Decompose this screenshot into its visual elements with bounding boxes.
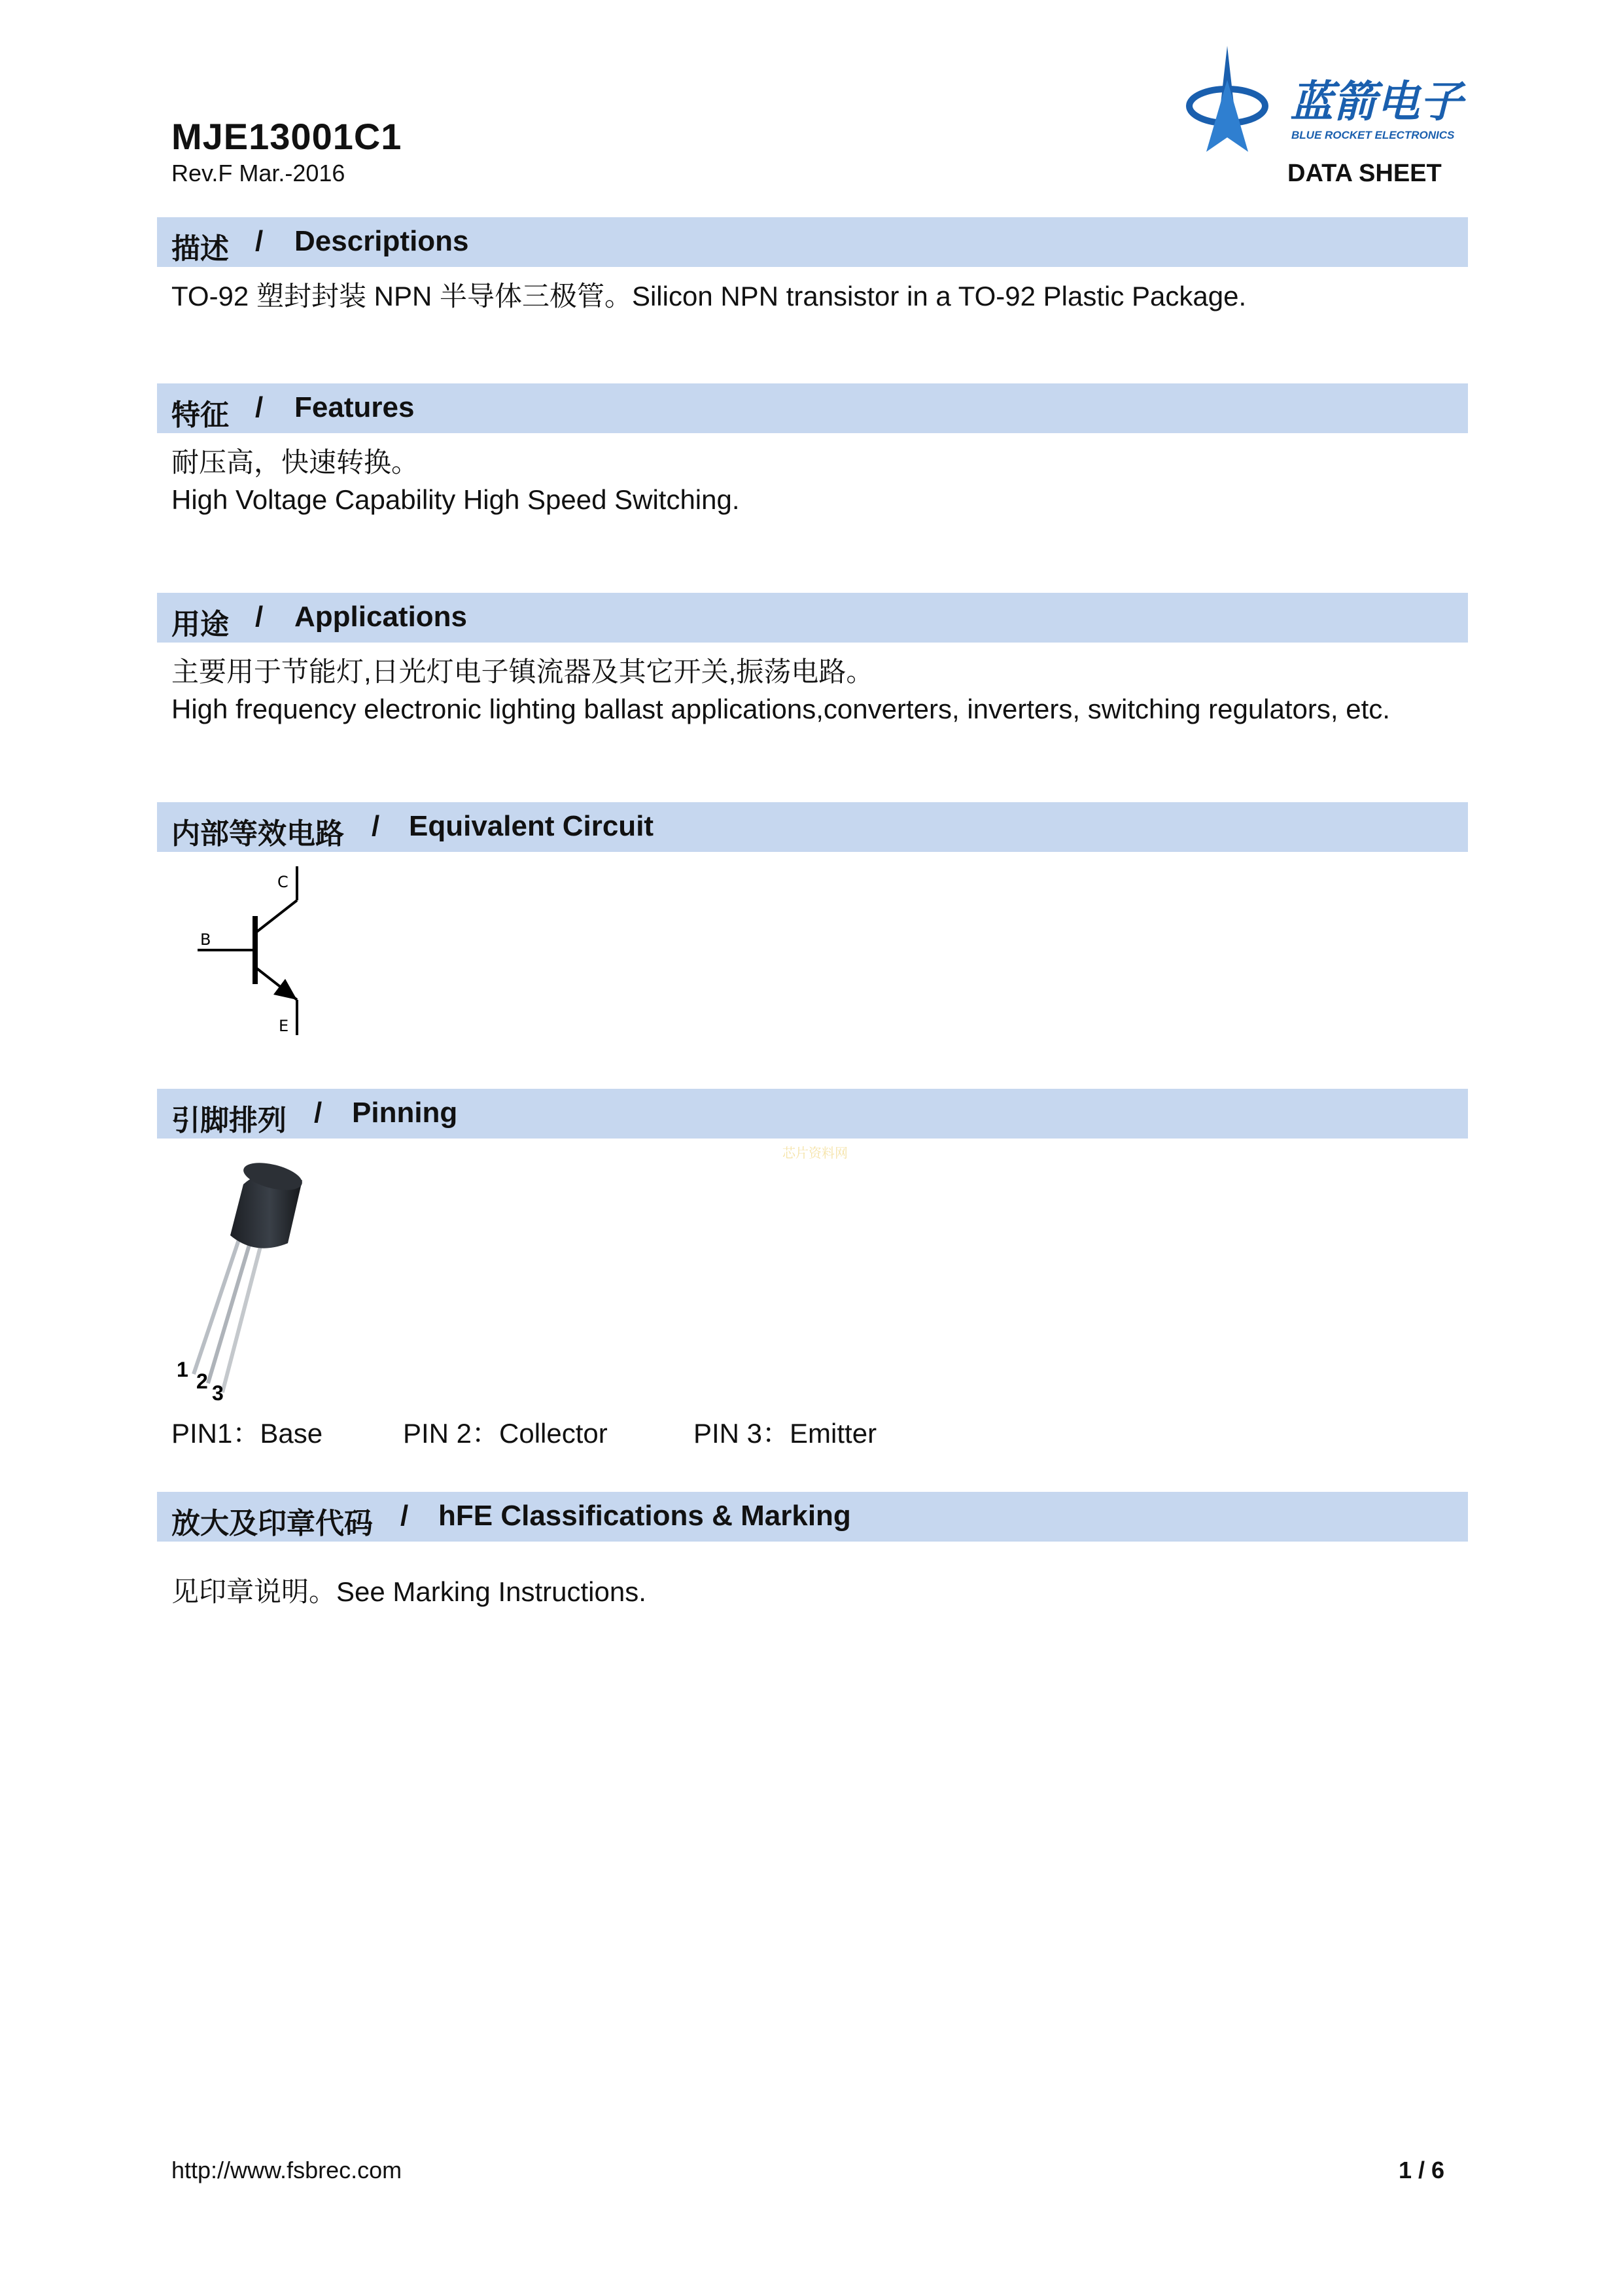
pin1-label: PIN1：Base — [171, 1418, 323, 1449]
section-bar-hfe-marking — [157, 1492, 1468, 1542]
footer-url-link[interactable]: http://www.fsbrec.com — [171, 2157, 402, 2183]
revision-date: Rev.F Mar.-2016 — [171, 160, 345, 186]
description-text: TO-92 塑封封装 NPN 半导体三极管。Silicon NPN transistor in a TO-92 Plastic Package. — [171, 281, 1247, 311]
page-number: 1 / 6 — [1399, 2157, 1445, 2183]
section-separator: / — [400, 1500, 409, 1532]
section-separator: / — [255, 601, 264, 633]
pin-number-2: 2 — [196, 1369, 208, 1393]
npn-transistor-symbol-icon — [190, 864, 321, 1040]
pin-number-3: 3 — [212, 1381, 224, 1405]
to92-package-photo — [170, 1158, 340, 1407]
section-bar-features — [157, 383, 1468, 433]
section-separator: / — [314, 1097, 323, 1129]
collector-label: C — [277, 873, 288, 891]
pin2-label: PIN 2：Collector — [403, 1418, 608, 1449]
base-label: B — [200, 930, 211, 949]
section-separator: / — [255, 391, 264, 423]
section-title-zh: 引脚排列 — [171, 1104, 287, 1137]
section-title-en: Pinning — [352, 1097, 458, 1129]
section-title-zh: 描述 — [171, 233, 229, 265]
pin-number-1: 1 — [177, 1358, 188, 1381]
section-title-en: Features — [294, 391, 415, 423]
section-separator: / — [255, 225, 264, 257]
section-bar-equivalent-circuit — [157, 802, 1468, 852]
section-title-en: Descriptions — [294, 225, 469, 257]
logo-text-en: BLUE ROCKET ELECTRONICS — [1291, 129, 1455, 141]
section-bar-applications — [157, 593, 1468, 643]
applications-text-en: High frequency electronic lighting ballast applications,converters, inverters, switching regulators, etc. — [171, 694, 1390, 724]
applications-text-zh: 主要用于节能灯,日光灯电子镇流器及其它开关,振荡电路。 — [171, 656, 874, 687]
section-title-en: hFE Classifications & Marking — [438, 1500, 851, 1532]
blue-rocket-logo — [1183, 41, 1484, 165]
section-bar-descriptions — [157, 217, 1468, 267]
document-title: MJE13001C1 — [171, 116, 402, 157]
features-text-zh: 耐压高，快速转换。 — [171, 447, 419, 478]
rocket-emblem-icon — [1189, 46, 1265, 152]
emitter-label: E — [279, 1017, 289, 1035]
section-title-en: Applications — [294, 601, 468, 633]
section-title-zh: 放大及印章代码 — [171, 1508, 373, 1540]
logo-text-zh: 蓝箭电子 — [1290, 77, 1463, 127]
section-separator: / — [372, 810, 380, 842]
section-bar-pinning — [157, 1089, 1468, 1139]
features-text-en: High Voltage Capability High Speed Switching. — [171, 484, 740, 515]
section-title-zh: 用途 — [171, 609, 229, 641]
section-title-zh: 内部等效电路 — [171, 818, 344, 850]
hfe-marking-text: 见印章说明。See Marking Instructions. — [171, 1576, 646, 1607]
data-sheet-label: DATA SHEET — [1287, 160, 1442, 187]
section-title-en: Equivalent Circuit — [409, 810, 654, 842]
pin3-label: PIN 3：Emitter — [693, 1418, 877, 1449]
section-title-zh: 特征 — [171, 399, 229, 431]
watermark: 芯片资料网 — [782, 1146, 848, 1161]
